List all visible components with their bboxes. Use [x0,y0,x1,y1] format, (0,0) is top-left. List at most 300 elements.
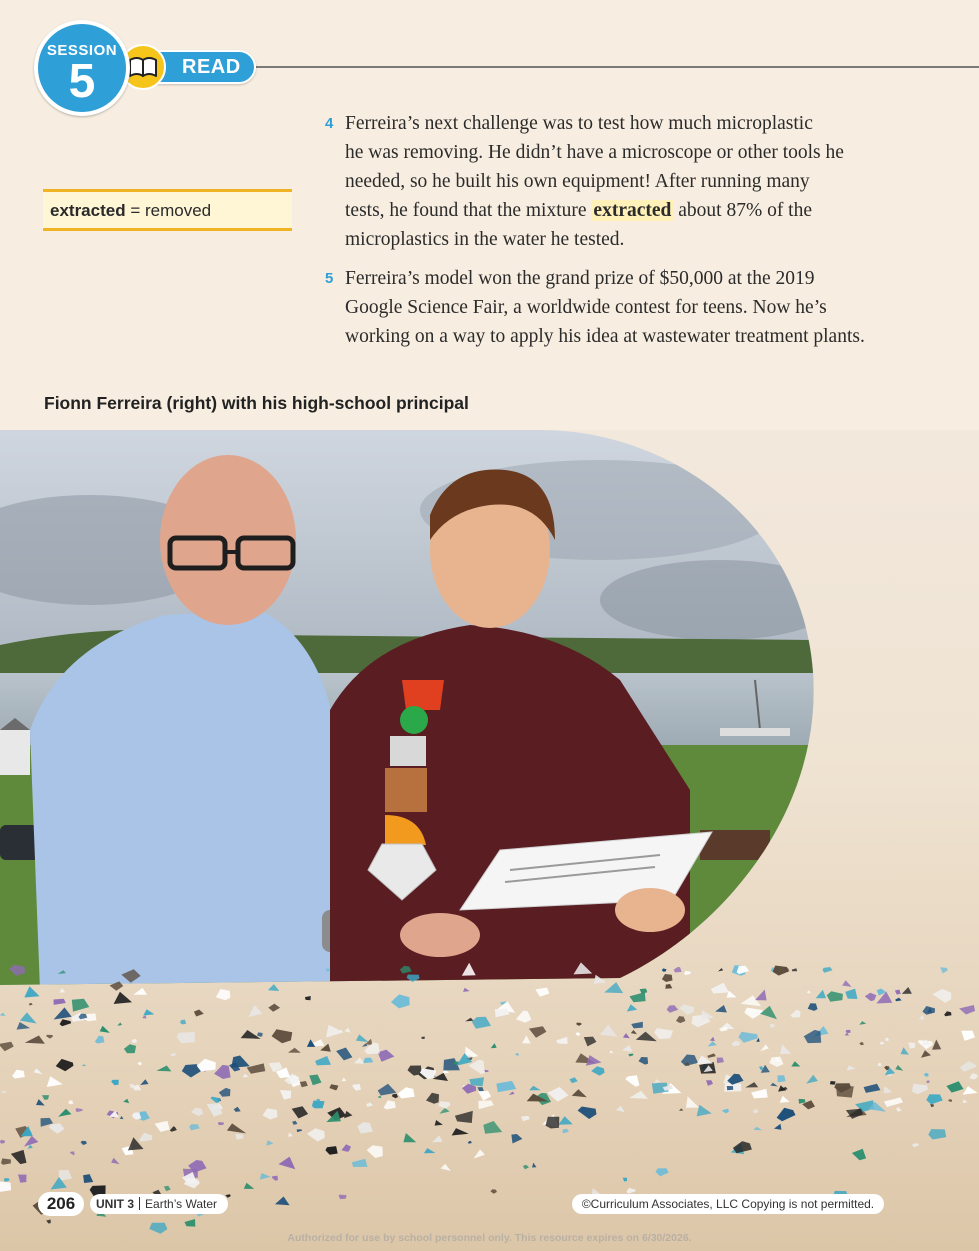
plastic-fragment [408,1066,422,1076]
plastic-fragment [12,1070,25,1079]
plastic-fragment [155,1121,170,1132]
plastic-fragment [82,1064,86,1066]
plastic-fragment [185,1219,196,1227]
plastic-fragment [864,1084,881,1093]
plastic-fragment [961,1031,975,1041]
plastic-fragment [574,962,593,974]
plastic-fragment [95,1036,105,1044]
plastic-fragment [662,968,667,971]
plastic-fragment [708,1041,717,1046]
plastic-fragment [885,1038,889,1042]
plastic-fragment [629,1091,648,1099]
line-text: about 87% of the [673,200,813,221]
plastic-fragment [117,1022,122,1025]
plastic-fragment [496,1081,516,1092]
plastic-fragment [715,1005,727,1013]
plastic-fragment [25,1036,45,1044]
plastic-fragment [352,1084,361,1091]
plastic-fragment [529,1086,541,1091]
plastic-fragment [799,1099,806,1104]
plastic-fragment [60,1019,72,1026]
plastic-fragment [0,1140,5,1144]
plastic-fragment [352,1159,368,1167]
paragraph-line [345,196,945,225]
line-text: tests, he found that the mixture [345,200,592,221]
plastic-fragment [462,963,476,976]
plastic-fragment [219,1088,231,1097]
plastic-fragment [218,1122,224,1125]
plastic-fragment [83,1174,93,1183]
plastic-fragment [845,989,857,999]
plastic-fragment [315,1056,331,1065]
plastic-fragment [124,1044,136,1053]
plastic-fragment [139,1133,152,1142]
plastic-fragment [594,975,607,984]
plastic-fragment [804,1030,821,1043]
plastic-fragment [243,1074,249,1078]
plastic-fragment [426,1093,439,1104]
plastic-fragment [722,1109,729,1114]
plastic-fragment [717,1058,724,1064]
plastic-fragment [926,1094,942,1104]
paragraph-number: 5 [325,270,334,287]
plastic-fragment [272,1029,293,1043]
plastic-fragment [329,1084,338,1090]
session-badge [34,20,130,116]
plastic-fragment [366,1102,373,1107]
plastic-fragment [305,996,311,1000]
plastic-fragment [484,1070,488,1072]
plastic-fragment [842,980,852,987]
plastic-fragment [439,1108,449,1114]
plastic-fragment [780,1045,791,1055]
plastic-fragment [847,1065,856,1070]
plastic-fragment [326,969,331,973]
plastic-fragment [626,1188,635,1194]
authorization-notice: Authorized for use by school personnel only. This resource expires on 6/30/2026. [287,1232,692,1244]
plastic-fragment [912,1143,919,1147]
paragraph-line: he was removing. He didn’t have a microscope or other tools he [345,142,844,163]
paragraph-number: 4 [325,115,334,132]
plastic-fragment [68,1100,73,1104]
plastic-fragment [511,1134,522,1144]
plastic-fragment [884,1086,893,1093]
plastic-fragment [292,1106,308,1118]
plastic-fragment [830,1081,836,1085]
plastic-fragment [760,1044,769,1051]
plastic-fragment [859,1021,866,1025]
plastic-fragment [686,1096,699,1107]
plastic-fragment [463,988,470,992]
plastic-fragment [623,1178,628,1182]
plastic-fragment [59,1170,72,1181]
plastic-fragment [49,1123,65,1134]
paragraph-line: Google Science Fair, a worldwide contest for teens. Now he’s [345,297,827,318]
plastic-fragment [667,1005,679,1013]
plastic-fragment [400,966,412,974]
plastic-fragment [522,1035,531,1043]
plastic-fragment [515,1053,519,1056]
plastic-fragment [946,1081,963,1092]
plastic-fragment [142,1016,146,1019]
plastic-fragment [960,1061,976,1072]
plastic-fragment [532,1163,536,1168]
plastic-fragment [523,1165,529,1170]
plastic-fragment [278,1157,295,1170]
plastic-fragment [300,1081,308,1087]
plastic-fragment [432,1135,442,1142]
plastic-fragment [214,1065,231,1079]
plastic-fragment [17,1022,31,1030]
plastic-fragment [110,981,124,990]
paragraph-line: Ferreira’s model won the grand prize of $50,000 at the 2019 [345,268,815,289]
plastic-fragment [919,1015,925,1019]
plastic-fragment [676,1016,685,1023]
plastic-fragment [438,1101,450,1109]
plastic-fragment [140,1079,148,1085]
plastic-fragment [584,1037,597,1047]
plastic-fragment [755,990,767,1001]
plastic-fragment [248,1005,262,1017]
plastic-fragment [75,1108,82,1112]
plastic-fragment [297,1129,302,1132]
plastic-fragment [336,1048,352,1061]
plastic-fragment [558,1116,573,1125]
plastic-fragment [341,1144,351,1152]
plastic-fragment [969,1073,978,1080]
plastic-fragment [718,968,723,971]
plastic-fragment [896,1107,902,1111]
photo-caption: Fionn Ferreira (right) with his high-school principal [44,393,469,413]
plastic-fragment [846,1030,851,1033]
plastic-fragment [639,1057,649,1065]
plastic-fragment [354,1057,364,1063]
plastic-fragment [932,1040,941,1050]
plastic-fragment [629,992,645,1002]
plastic-fragment [732,1041,740,1047]
plastic-fragment [58,970,66,974]
plastic-fragment [465,1018,473,1022]
plastic-fragment [46,1220,51,1224]
plastic-fragment [774,1124,781,1130]
plastic-fragment [292,1121,297,1125]
copyright-notice: ©Curriculum Associates, LLC Copying is not permitted. [572,1194,884,1214]
plastic-fragment [792,968,798,971]
plastic-fragment [908,1042,915,1048]
plastic-fragment [0,1181,11,1192]
plastic-fragment [344,1111,352,1118]
plastic-fragment [895,998,901,1002]
plastic-fragment [546,1117,560,1129]
plastic-fragment [780,1096,790,1103]
plastic-fragment [1,1158,11,1164]
glossary-box [43,189,292,231]
plastic-fragment [495,1009,510,1018]
plastic-fragment [24,1136,38,1147]
plastic-fragment [72,999,90,1012]
plastic-fragment [576,1023,581,1026]
plastic-fragment [421,1037,425,1040]
plastic-fragment [268,984,280,991]
plastic-fragment [895,990,901,995]
plastic-fragment [114,992,132,1004]
plastic-fragment [266,1140,273,1146]
plastic-fragment [18,1175,27,1183]
plastic-fragment [46,1035,53,1039]
plastic-fragment [357,1122,373,1133]
plastic-fragment [770,1083,778,1087]
plastic-fragment [751,1089,768,1099]
plastic-fragment [727,1086,733,1090]
plastic-fragment [878,1063,882,1066]
plastic-fragment [710,1037,715,1041]
plastic-fragment [227,1123,246,1133]
plastic-fragment [164,1186,171,1192]
plastic-fragment [288,1132,293,1136]
plastic-fragment [54,1007,72,1019]
plastic-fragment [572,1089,587,1097]
plastic-fragment [468,1141,472,1144]
plastic-fragment [926,1080,930,1083]
plastic-fragment [656,1168,669,1176]
plastic-fragment [769,1057,783,1067]
plastic-fragment [697,1105,712,1117]
plastic-fragment [516,1011,532,1023]
plastic-fragment [478,1101,494,1110]
plastic-fragment [344,1028,350,1033]
plastic-fragment [753,1109,759,1113]
plastic-fragment [760,1006,777,1019]
plastic-fragment [912,1084,928,1095]
plastic-fragment [733,1141,752,1153]
plastic-fragment [808,1003,818,1011]
plastic-fragment [216,989,231,1000]
plastic-fragment [424,1148,436,1153]
plastic-fragment [777,1108,796,1122]
plastic-fragment [535,988,549,997]
plastic-fragment [280,1090,291,1100]
plastic-fragment [806,1075,818,1084]
plastic-fragment [247,1063,266,1073]
plastic-fragment [616,1106,625,1112]
plastic-fragment [0,1013,6,1016]
plastic-fragment [627,1004,637,1011]
plastic-fragment [933,989,952,1003]
plastic-fragment [11,1150,27,1164]
paragraph-line: working on a way to apply his idea at wastewater treatment plants. [345,326,865,347]
plastic-fragment [157,1066,172,1072]
plastic-fragment [773,966,788,976]
plastic-fragment [509,1092,515,1096]
plastic-fragment [367,1145,383,1158]
plastic-fragment [132,1039,138,1043]
plastic-fragment [674,967,682,973]
plastic-fragment [586,1055,602,1066]
plastic-fragment [548,1087,569,1102]
plastic-fragment [339,1195,347,1200]
plastic-fragment [665,984,672,989]
plastic-fragment [472,1017,491,1029]
plastic-fragment [556,1037,567,1044]
paragraph-4 [325,109,945,254]
plastic-fragment [47,1076,63,1087]
plastic-fragment [364,1058,374,1064]
plastic-fragment [288,1048,301,1053]
plastic-fragment [189,1124,200,1130]
plastic-fragment [711,983,729,994]
plastic-fragment [901,1047,909,1054]
read-label: READ [182,56,241,78]
plastic-fragment [963,1086,978,1094]
plastic-fragment [263,1108,278,1119]
plastic-fragment [490,1189,497,1194]
plastic-fragment [143,1009,154,1015]
plastic-fragment [959,1005,975,1015]
plastic-fragment [325,1146,337,1155]
plastic-fragment [738,1032,757,1043]
plastic-fragment [640,989,648,994]
plastic-fragment [392,1094,398,1099]
plastic-fragment [625,1075,639,1087]
photo-ferreira-and-principal [0,430,979,990]
plastic-fragment [42,1095,49,1100]
header-rule [256,66,979,68]
plastic-fragment [81,1141,87,1145]
plastic-fragment [36,1099,45,1105]
plastic-fragment [928,1129,946,1139]
plastic-fragment [902,987,912,994]
plastic-fragment [403,1133,416,1142]
plastic-fragment [378,1050,395,1062]
plastic-fragment [628,1054,633,1057]
plastic-fragment [859,1042,864,1045]
plastic-fragment [529,1026,547,1038]
plastic-fragment [681,1055,698,1067]
unit-title: Earth’s Water [145,1197,218,1211]
plastic-fragment [895,1065,903,1071]
plastic-fragment [1,1090,6,1093]
plastic-fragment [944,1011,951,1016]
plastic-fragment [111,1158,120,1164]
plastic-fragment [20,1012,37,1023]
plastic-fragment [455,1111,473,1123]
plastic-fragment [865,993,877,1001]
plastic-fragment [823,967,833,973]
plastic-fragment [452,1128,469,1135]
plastic-fragment [600,1025,618,1037]
plastic-fragment [770,1024,775,1028]
plastic-fragment [483,1121,502,1134]
plastic-fragment [706,1080,713,1086]
plastic-fragment [59,988,65,992]
plastic-fragment [940,967,948,973]
plastic-fragment [662,974,673,982]
plastic-fragment [777,1075,785,1082]
plastic-fragment [111,1080,119,1085]
session-number: 5 [68,55,96,108]
plastic-fragment [356,1034,369,1042]
plastic-fragment [244,1183,254,1189]
session-word: SESSION [46,42,118,59]
plastic-fragment [170,1126,177,1131]
plastic-fragment [827,991,843,1002]
plastic-fragment [123,1099,129,1104]
plastic-fragment [807,991,811,994]
plastic-fragment [407,975,420,982]
glossary-definition: = removed [130,201,212,220]
unit-label [90,1194,228,1214]
plastic-fragment [257,1032,263,1036]
plastic-fragment [623,1033,630,1038]
plastic-fragment [177,1032,195,1043]
plastic-fragment [9,965,25,976]
plastic-fragment [924,1073,929,1077]
plastic-fragment [930,1104,934,1107]
plastic-fragment [100,1026,110,1033]
plastic-fragment [272,1176,278,1181]
plastic-fragment [852,1149,866,1160]
plastic-fragment [398,1087,415,1098]
plastic-fragment [133,988,147,995]
plastic-fragment [491,1043,497,1048]
plastic-fragment [478,1091,491,1101]
plastic-fragment [880,1042,884,1045]
plastic-fragment [474,1149,485,1158]
plastic-fragment [754,1127,763,1131]
plastic-fragment [211,1097,221,1103]
plastic-fragment [4,1178,10,1182]
plastic-fragment [578,1107,597,1120]
plastic-fragment [235,1134,243,1140]
plastic-fragment [791,1061,800,1066]
plastic-fragment [435,1120,443,1126]
plastic-fragment [268,1004,280,1012]
plastic-fragment [604,982,623,993]
plastic-fragment [275,1197,290,1206]
plastic-fragment [679,1004,694,1015]
paragraph-5 [325,264,945,351]
plastic-fragment [384,1100,396,1109]
plastic-fragment [963,1099,968,1103]
page-number: 206 [38,1192,84,1216]
plastic-fragment [120,1116,124,1119]
plastic-fragment [377,1096,381,1099]
vocab-highlight: extracted [593,200,672,221]
plastic-fragment [569,1077,577,1083]
paragraph-line: Ferreira’s next challenge was to test how much microplastic [345,113,813,134]
plastic-fragment [745,1082,758,1087]
plastic-fragment [391,994,410,1008]
paragraph-line: needed, so he built his own equipment! After running many [345,171,810,192]
plastic-fragment [921,1050,931,1057]
paragraph-line: microplastics in the water he tested. [345,229,625,250]
plastic-fragment [312,1101,325,1109]
plastic-fragment [631,1022,643,1029]
divider [139,1197,140,1210]
plastic-fragment [170,1053,176,1056]
plastic-fragment [744,1008,763,1019]
plastic-fragment [622,1045,632,1052]
plastic-fragment [948,1099,952,1102]
plastic-fragment [56,1059,74,1071]
plastic-fragment [701,1010,714,1020]
plastic-fragment [54,999,66,1005]
plastic-fragment [24,986,39,997]
plastic-fragment [631,1030,637,1034]
glossary-term: extracted [50,201,126,220]
plastic-fragment [137,1062,141,1065]
plastic-fragment [845,1033,849,1036]
